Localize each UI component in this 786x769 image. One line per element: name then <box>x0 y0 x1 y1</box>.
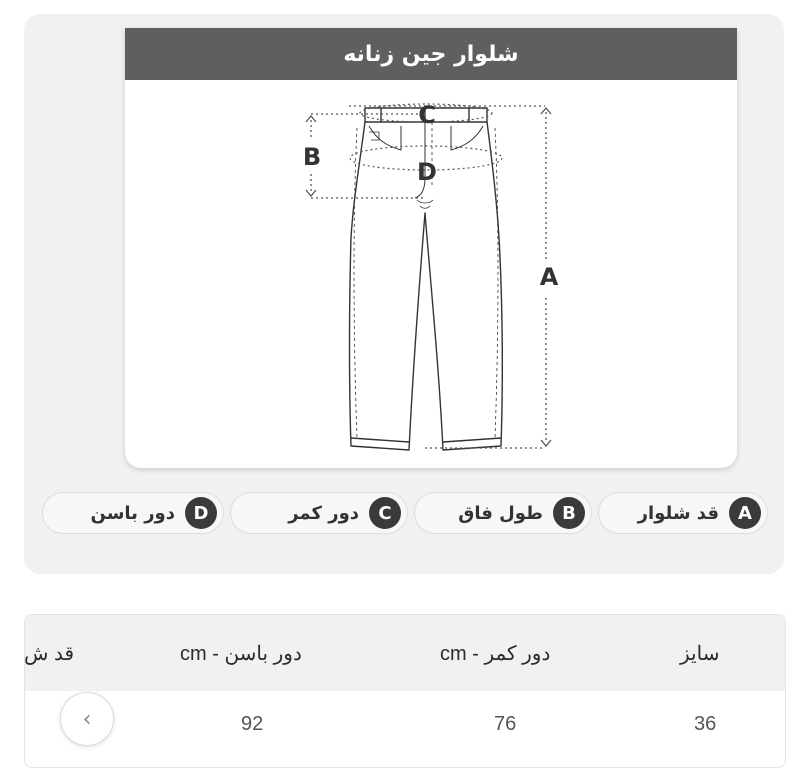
legend-label: دور باسن <box>90 502 175 524</box>
legend-item-length <box>598 492 768 534</box>
legend-label: طول فاق <box>458 502 543 524</box>
marker-c: C <box>418 101 436 129</box>
table-header-row <box>25 615 785 691</box>
cell-size: 36 <box>694 713 717 735</box>
legend-badge-c: C <box>369 497 401 529</box>
legend-badge-a: A <box>729 497 761 529</box>
cell-waist: 76 <box>494 713 517 735</box>
legend-item-hip <box>42 492 224 534</box>
marker-b: B <box>302 143 322 171</box>
chevron-left-icon[interactable] <box>60 692 114 746</box>
size-guide-panel <box>24 14 784 574</box>
header-length-text: قد ش <box>24 643 75 665</box>
legend-item-rise <box>414 492 592 534</box>
product-title: شلوار جین زنانه <box>125 28 737 80</box>
header-hip: دور باسن - cm <box>180 643 302 665</box>
legend-label: قد شلوار <box>637 502 719 524</box>
header-waist: دور کمر - cm <box>440 643 551 665</box>
diagram-card <box>125 28 737 468</box>
legend-item-waist <box>230 492 408 534</box>
cell-hip: 92 <box>241 713 264 735</box>
legend-label: دور کمر <box>288 502 359 524</box>
pants-diagram <box>125 28 737 468</box>
marker-a: A <box>539 263 559 291</box>
header-size: سایز <box>680 643 720 665</box>
scroll-glyph: ‹ <box>82 706 92 732</box>
size-table[interactable] <box>24 614 786 768</box>
legend-badge-b: B <box>553 497 585 529</box>
legend-badge-d: D <box>185 497 217 529</box>
marker-d: D <box>417 158 437 186</box>
header-length <box>24 641 75 666</box>
